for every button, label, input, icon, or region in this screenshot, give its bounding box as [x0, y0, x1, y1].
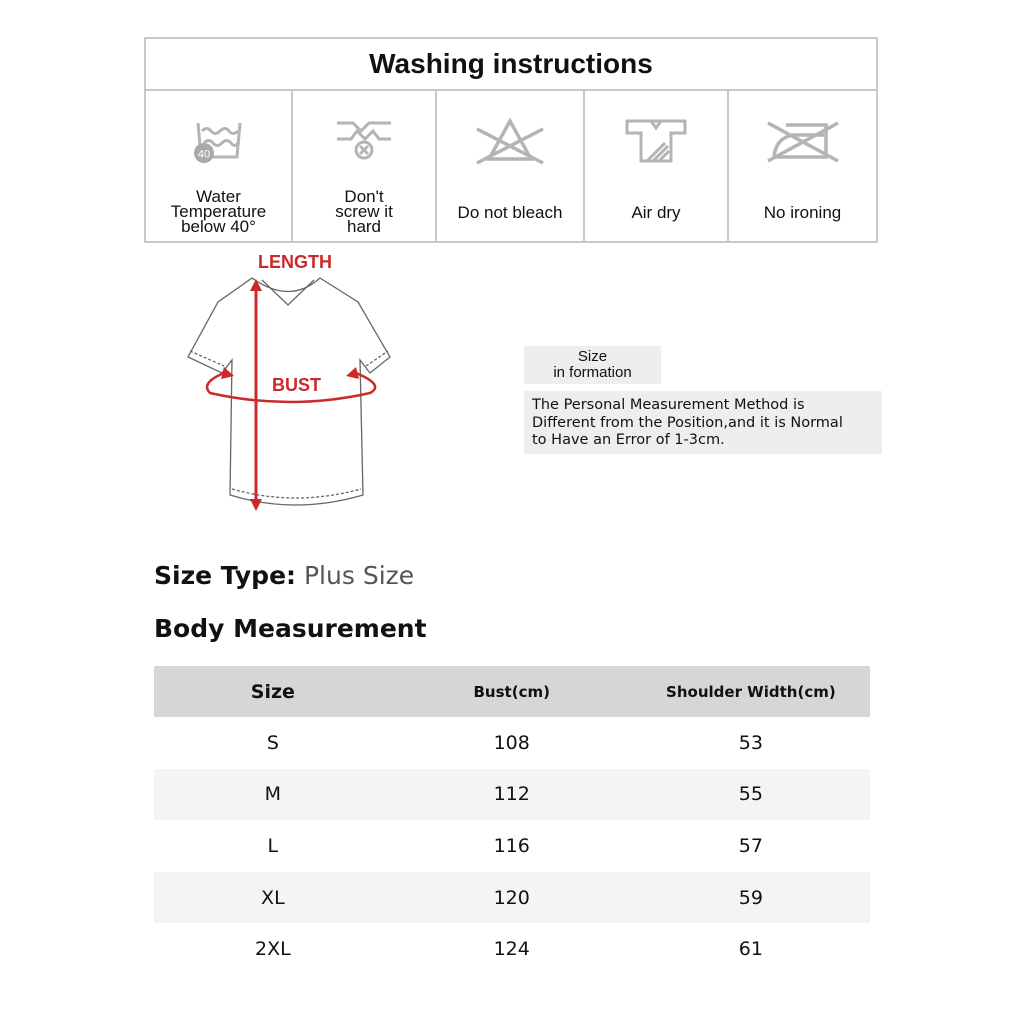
wash-40-icon — [174, 117, 264, 167]
column-header-shoulder: Shoulder Width(cm) — [632, 666, 870, 717]
cell-bust: 124 — [493, 938, 530, 961]
air-dry-icon — [611, 117, 701, 167]
size-type — [154, 561, 414, 590]
measurement-note — [524, 391, 882, 454]
note-line: to Have an Error of 1-3cm. — [532, 432, 725, 448]
wash-label-no-wring — [293, 189, 435, 234]
no-ironing-icon — [758, 117, 848, 167]
cell-bust: 108 — [493, 731, 530, 754]
washing-instructions-title: Washing instructions — [146, 39, 876, 91]
wash-item-air-dry — [585, 91, 729, 243]
wash-item-water-temp — [146, 91, 293, 243]
no-bleach-icon — [465, 117, 555, 167]
cell-bust: 116 — [493, 834, 530, 857]
cell-shoulder: 57 — [738, 834, 763, 857]
heading-line: Size — [577, 348, 608, 365]
table-row — [154, 923, 870, 975]
bust-label: BUST — [272, 375, 321, 395]
cell-size: M — [154, 769, 392, 821]
size-type-value: Plus Size — [303, 561, 415, 590]
cell-shoulder: 61 — [738, 938, 763, 961]
column-header-bust: Bust(cm) — [392, 666, 632, 717]
label-line: Water — [196, 187, 241, 206]
washing-instructions-panel — [144, 37, 878, 243]
cell-shoulder: 53 — [738, 731, 763, 754]
wash-item-no-wring — [293, 91, 437, 243]
no-wring-icon — [319, 117, 409, 167]
cell-size: S — [266, 731, 279, 754]
body-measurement-title: Body Measurement — [154, 614, 427, 643]
table-row — [154, 717, 870, 769]
wash-label-no-bleach: Do not bleach — [457, 203, 563, 222]
note-line: The Personal Measurement Method is — [532, 397, 805, 413]
table-header-row — [154, 666, 870, 717]
cell-shoulder: 59 — [632, 872, 870, 924]
table-row — [154, 820, 870, 872]
column-header-size: Size — [154, 666, 392, 717]
table-row — [154, 769, 870, 821]
label-line: screw it — [335, 202, 393, 221]
cell-size: 2XL — [255, 938, 291, 961]
wash-label-water-temp — [146, 189, 291, 234]
cell-size: L — [267, 834, 279, 857]
cell-bust: 112 — [392, 769, 632, 821]
size-information-heading — [524, 346, 661, 384]
wash-item-no-bleach — [437, 91, 585, 243]
label-line: Don't — [344, 187, 384, 206]
note-line: Different from the Position,and it is Normal — [532, 414, 843, 431]
size-chart-table — [154, 666, 870, 975]
length-arrow — [250, 279, 262, 511]
wash-item-no-ironing — [729, 91, 876, 243]
heading-line: in formation — [553, 364, 632, 381]
size-type-label: Size Type: — [154, 561, 297, 590]
cell-shoulder: 55 — [632, 769, 870, 821]
label-line: hard — [346, 217, 382, 236]
wash-temp-badge: 40 — [197, 148, 210, 161]
label-line: below 40° — [181, 217, 256, 236]
table-row — [154, 872, 870, 924]
cell-size: XL — [154, 872, 392, 924]
wash-label-no-ironing: No ironing — [763, 203, 842, 222]
length-label: LENGTH — [258, 252, 332, 272]
label-line: Temperature — [170, 202, 267, 221]
bust-arrow-head-right — [346, 367, 359, 379]
cell-bust: 120 — [392, 872, 632, 924]
shirt-measurement-diagram — [180, 245, 410, 525]
wash-label-air-dry: Air dry — [631, 203, 681, 222]
washing-icons-row — [146, 91, 876, 243]
